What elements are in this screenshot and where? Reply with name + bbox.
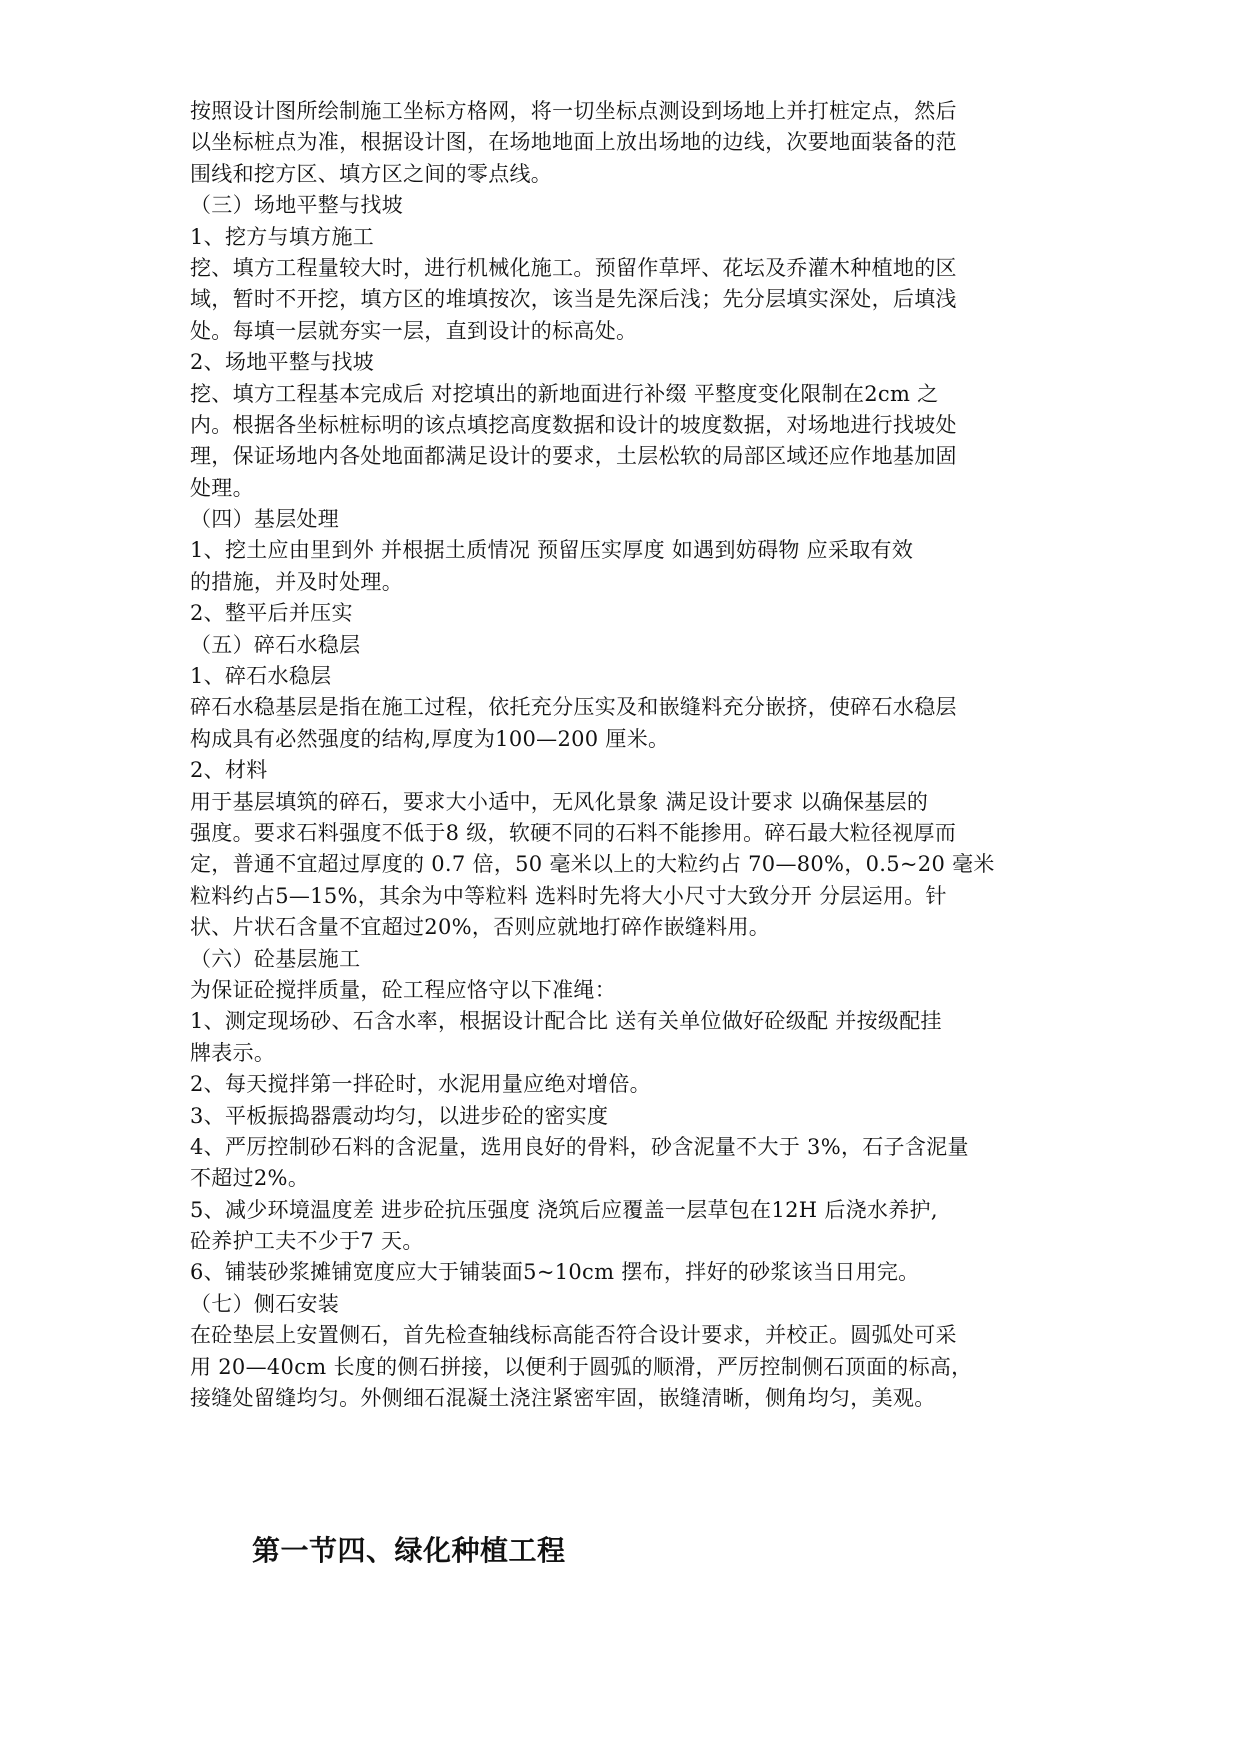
text-line: 域，暂时不开挖，填方区的堆填按次，该当是先深后浅；先分层填实深处，后填浅 xyxy=(190,287,957,312)
text-line: 不超过2%。 xyxy=(190,1166,310,1191)
text-line: 构成具有必然强度的结构,厚度为100—200 厘米。 xyxy=(190,726,670,751)
text-line: 粒料约占5—15%，其余为中等粒料 选料时先将大小尺寸大致分开 分层运用。针 xyxy=(190,883,947,908)
text-line: 以坐标桩点为准，根据设计图，在场地地面上放出场地的边线，次要地面装备的范 xyxy=(190,130,957,155)
text-line: 用于基层填筑的碎石，要求大小适中，无风化景象 满足设计要求 以确保基层的 xyxy=(190,789,929,814)
text-line: 挖、填方工程量较大时，进行机械化施工。预留作草坪、花坛及乔灌木种植地的区 xyxy=(190,255,957,280)
text-line: 处。每填一层就夯实一层，直到设计的标高处。 xyxy=(190,318,638,343)
text-line: 2、材料 xyxy=(190,758,268,783)
text-line: 挖、填方工程基本完成后 对挖填出的新地面进行补缀 平整度变化限制在2cm 之 xyxy=(190,381,939,406)
text-line: 状、片状石含量不宜超过20%，否则应就地打碎作嵌缝料用。 xyxy=(190,915,771,940)
text-line: 按照设计图所绘制施工坐标方格网，将一切坐标点测设到场地上并打桩定点，然后 xyxy=(190,99,957,123)
text-line: 砼养护工夫不少于7 天。 xyxy=(190,1229,424,1254)
text-line: 5、减少环境温度差 进步砼抗压强度 浇筑后应覆盖一层草包在12H 后浇水养护, xyxy=(190,1197,938,1222)
text-line: 处理。 xyxy=(190,475,254,500)
text-line: 2、场地平整与找坡 xyxy=(190,350,375,375)
text-line: （七）侧石安装 xyxy=(190,1291,340,1316)
body-text xyxy=(190,96,1090,1414)
text-line: 强度。要求石料强度不低于8 级，软硬不同的石料不能掺用。碎石最大粒径视厚而 xyxy=(190,820,957,845)
text-line: 接缝处留缝均匀。外侧细石混凝土浇注紧密牢固，嵌缝清晰，侧角均匀，美观。 xyxy=(190,1386,936,1411)
text-line: 6、铺装砂浆摊铺宽度应大于铺装面5~10cm 摆布，拌好的砂浆该当日用完。 xyxy=(190,1260,920,1285)
text-line: 理，保证场地内各处地面都满足设计的要求，土层松软的局部区域还应作地基加固 xyxy=(190,444,957,469)
text-line: 用 20—40cm 长度的侧石拼接，以便利于圆弧的顺滑，严厉控制侧石顶面的标高， xyxy=(190,1354,973,1379)
text-line: 1、碎石水稳层 xyxy=(190,664,332,689)
text-line: 1、挖土应由里到外 并根据土质情况 预留压实厚度 如遇到妨碍物 应采取有效 xyxy=(190,538,914,563)
text-line: 牌表示。 xyxy=(190,1040,276,1065)
text-line: 碎石水稳基层是指在施工过程，依托充分压实及和嵌缝料充分嵌挤，使碎石水稳层 xyxy=(190,695,957,720)
text-line: 1、挖方与填方施工 xyxy=(190,224,375,249)
text-line: 1、测定现场砂、石含水率，根据设计配合比 送有关单位做好砼级配 并按级配挂 xyxy=(190,1009,942,1034)
text-line: 3、平板振捣器震动均匀，以进步砼的密实度 xyxy=(190,1103,609,1128)
text-line: 2、每天搅拌第一拌砼时，水泥用量应绝对增倍。 xyxy=(190,1072,651,1097)
section-heading: 第一节四、绿化种植工程 xyxy=(252,1534,566,1567)
text-line: 在砼垫层上安置侧石，首先检查轴线标高能否符合设计要求，并校正。圆弧处可采 xyxy=(190,1323,957,1348)
text-line: 为保证砼搅拌质量，砼工程应恪守以下准绳： xyxy=(190,977,616,1002)
text-line: 围线和挖方区、填方区之间的零点线。 xyxy=(190,161,553,186)
text-line: （五）碎石水稳层 xyxy=(190,632,361,657)
text-line: 2、整平后并压实 xyxy=(190,601,353,626)
text-line: 定，普通不宜超过厚度的 0.7 倍，50 毫米以上的大粒约占 70—80%，0.5~20 毫米 xyxy=(190,852,995,877)
text-line: （六）砼基层施工 xyxy=(190,946,361,971)
text-line: 内。根据各坐标桩标明的该点填挖高度数据和设计的坡度数据，对场地进行找坡处 xyxy=(190,412,957,437)
text-line: （四）基层处理 xyxy=(190,507,340,532)
text-line: （三）场地平整与找坡 xyxy=(190,193,403,218)
text-line: 的措施，并及时处理。 xyxy=(190,569,403,594)
text-line: 4、严厉控制砂石料的含泥量，选用良好的骨料，砂含泥量不大于 3%，石子含泥量 xyxy=(190,1134,969,1159)
